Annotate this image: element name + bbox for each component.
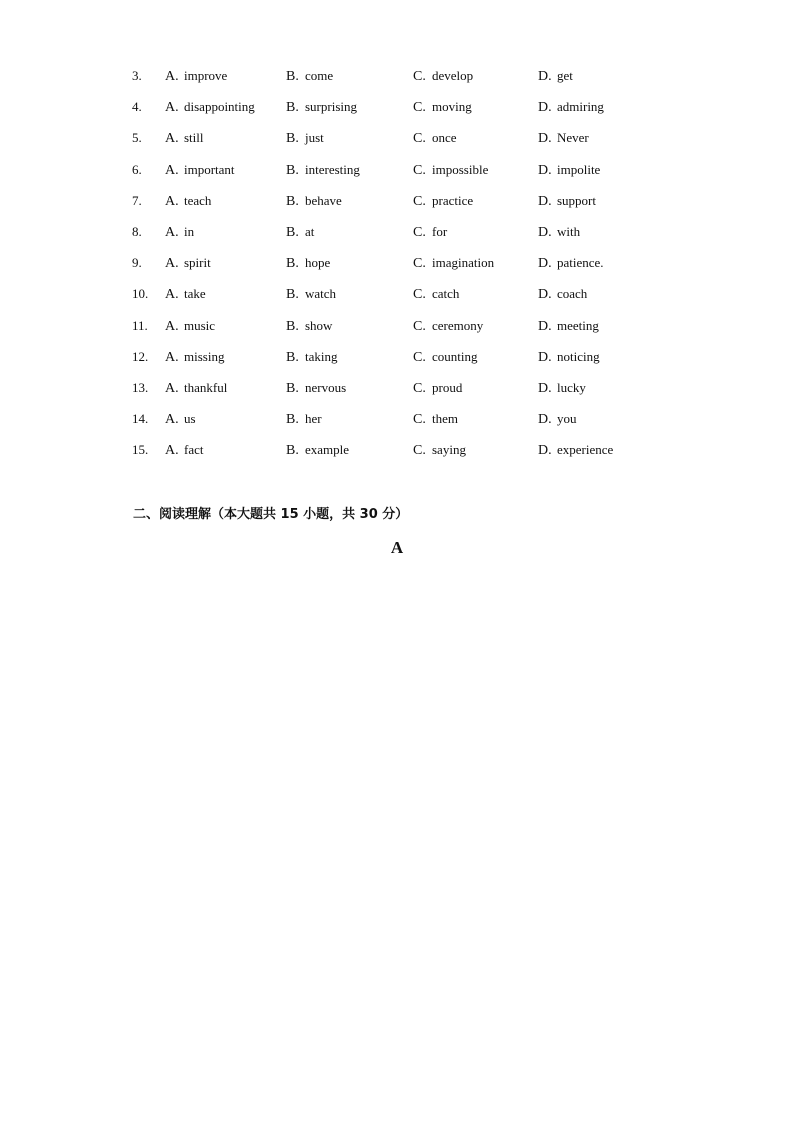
option-c [413, 65, 473, 88]
option-text: moving [432, 99, 472, 115]
question-number: 7. [132, 192, 142, 208]
option-letter: C. [413, 318, 426, 334]
option-text: just [305, 130, 324, 146]
option-letter: B. [286, 69, 299, 84]
option-b [286, 65, 333, 88]
option-text: saying [432, 442, 466, 458]
question-row [0, 96, 794, 118]
option-text: for [432, 224, 448, 239]
section-heading: 二、阅读理解（本大题共 15 小题，共 30 分） [133, 507, 409, 522]
option-letter: A. [165, 287, 179, 303]
option-text: example [305, 442, 350, 458]
option-a [165, 439, 203, 462]
option-d [538, 439, 613, 462]
option-letter: D. [538, 412, 552, 428]
option-text: spirit [184, 255, 211, 271]
option-text: in [184, 224, 195, 239]
option-text: at [305, 224, 315, 239]
option-b [286, 190, 342, 213]
option-letter: D. [538, 100, 552, 116]
option-text: impolite [557, 161, 601, 177]
option-a [165, 65, 227, 88]
option-letter: A. [165, 225, 179, 240]
option-letter: A. [165, 69, 179, 84]
option-a [165, 127, 204, 150]
question-row [0, 346, 794, 368]
option-d [538, 283, 587, 306]
option-c [413, 252, 494, 275]
option-d [538, 127, 589, 150]
option-b [286, 377, 346, 400]
option-text: proud [432, 380, 463, 395]
option-d [538, 252, 604, 275]
option-text: still [184, 130, 204, 146]
option-text: catch [432, 286, 460, 302]
option-text: lucky [557, 380, 586, 395]
option-b [286, 252, 330, 275]
option-c [413, 96, 472, 119]
option-letter: B. [286, 193, 299, 209]
option-text: develop [432, 68, 474, 83]
option-b [286, 159, 360, 182]
question-number: 6. [132, 161, 142, 177]
option-letter: D. [538, 225, 552, 240]
option-c [413, 439, 466, 462]
question-number: 3. [132, 68, 142, 83]
option-letter: B. [286, 443, 299, 459]
option-letter: D. [538, 349, 552, 365]
option-a [165, 252, 211, 275]
option-letter: A. [165, 193, 179, 209]
option-a [165, 315, 215, 338]
option-d [538, 408, 577, 431]
option-letter: B. [286, 318, 299, 334]
question-row [0, 315, 794, 337]
option-letter: A. [165, 349, 179, 365]
question-row [0, 65, 794, 87]
question-row [0, 283, 794, 305]
option-letter: D. [538, 131, 552, 147]
option-text: noticing [557, 348, 600, 364]
option-letter: B. [286, 225, 299, 240]
question-number: 10. [132, 286, 149, 302]
option-text: thankful [184, 380, 228, 395]
option-text: teach [184, 192, 212, 208]
option-letter: D. [538, 381, 552, 396]
option-text: them [432, 411, 458, 427]
option-letter: B. [286, 100, 299, 116]
option-text: imagination [432, 255, 495, 271]
option-b [286, 283, 336, 306]
question-row [0, 377, 794, 399]
option-letter: C. [413, 162, 426, 178]
option-letter: B. [286, 131, 299, 147]
option-text: counting [432, 348, 478, 364]
option-a [165, 96, 255, 119]
option-letter: B. [286, 349, 299, 365]
option-text: music [184, 317, 216, 333]
option-a [165, 221, 194, 244]
option-text: interesting [305, 161, 360, 177]
option-text: once [432, 130, 457, 146]
question-number: 5. [132, 130, 142, 146]
option-d [538, 315, 599, 338]
option-text: patience. [557, 255, 604, 271]
option-letter: A. [165, 318, 179, 334]
option-a [165, 346, 224, 369]
option-d [538, 159, 600, 182]
option-a [165, 190, 211, 213]
question-number: 14. [132, 411, 149, 427]
question-row [0, 159, 794, 181]
option-letter: C. [413, 225, 426, 240]
option-c [413, 190, 473, 213]
option-b [286, 315, 332, 338]
option-text: practice [432, 192, 474, 208]
option-text: her [305, 411, 322, 427]
option-letter: C. [413, 287, 426, 303]
option-letter: B. [286, 412, 299, 428]
option-text: with [557, 224, 581, 239]
question-number: 11. [132, 317, 148, 333]
option-b [286, 439, 349, 462]
option-letter: C. [413, 131, 426, 147]
passage-label: A [390, 538, 404, 557]
question-number: 12. [132, 348, 149, 364]
option-letter: D. [538, 256, 552, 272]
option-c [413, 408, 458, 431]
option-c [413, 346, 478, 369]
option-text: nervous [305, 380, 347, 395]
question-number: 15. [132, 442, 149, 458]
option-text: coach [557, 286, 588, 302]
option-text: important [184, 161, 235, 177]
option-d [538, 65, 573, 88]
option-text: come [305, 68, 334, 83]
option-d [538, 346, 600, 369]
option-letter: C. [413, 412, 426, 428]
option-letter: B. [286, 162, 299, 178]
option-letter: A. [165, 381, 179, 396]
option-letter: D. [538, 443, 552, 459]
option-letter: A. [165, 256, 179, 272]
option-a [165, 159, 235, 182]
option-text: ceremony [432, 317, 484, 333]
option-text: take [184, 286, 206, 302]
option-text: get [557, 68, 573, 83]
option-a [165, 408, 196, 431]
option-letter: C. [413, 256, 426, 272]
option-letter: C. [413, 443, 426, 459]
question-row [0, 252, 794, 274]
option-d [538, 190, 596, 213]
option-text: watch [305, 286, 337, 302]
option-letter: B. [286, 287, 299, 303]
option-text: you [557, 411, 577, 427]
option-c [413, 127, 457, 150]
option-b [286, 127, 324, 150]
option-letter: A. [165, 443, 179, 459]
option-d [538, 377, 586, 400]
option-text: support [557, 192, 596, 208]
option-text: missing [184, 348, 225, 364]
option-b [286, 96, 357, 119]
option-letter: C. [413, 349, 426, 365]
option-d [538, 221, 580, 244]
option-text: meeting [557, 317, 599, 333]
option-letter: C. [413, 100, 426, 116]
option-text: disappointing [184, 99, 255, 115]
option-text: admiring [557, 99, 604, 115]
option-text: Never [557, 130, 589, 146]
question-row [0, 408, 794, 430]
option-text: us [184, 411, 196, 427]
option-letter: D. [538, 162, 552, 178]
option-letter: C. [413, 69, 426, 84]
option-letter: A. [165, 162, 179, 178]
option-text: behave [305, 192, 342, 208]
option-text: surprising [305, 99, 357, 115]
option-c [413, 315, 483, 338]
option-text: show [305, 317, 333, 333]
option-d [538, 96, 604, 119]
option-b [286, 346, 338, 369]
option-letter: B. [286, 256, 299, 272]
option-text: impossible [432, 161, 489, 177]
option-letter: A. [165, 100, 179, 116]
option-letter: D. [538, 193, 552, 209]
option-text: improve [184, 68, 228, 83]
question-row [0, 221, 794, 243]
option-letter: D. [538, 69, 552, 84]
option-c [413, 159, 488, 182]
question-row [0, 127, 794, 149]
question-number: 8. [132, 224, 142, 239]
option-c [413, 377, 462, 400]
option-letter: C. [413, 381, 426, 396]
option-text: hope [305, 255, 331, 271]
option-c [413, 283, 459, 306]
question-number: 9. [132, 255, 142, 271]
option-b [286, 221, 314, 244]
option-letter: C. [413, 193, 426, 209]
option-letter: B. [286, 381, 299, 396]
option-letter: D. [538, 287, 552, 303]
option-text: fact [184, 442, 204, 458]
option-text: taking [305, 348, 338, 364]
option-b [286, 408, 322, 431]
option-letter: A. [165, 412, 179, 428]
question-row [0, 190, 794, 212]
option-a [165, 377, 227, 400]
option-letter: A. [165, 131, 179, 147]
option-letter: D. [538, 318, 552, 334]
question-number: 4. [132, 99, 142, 115]
question-number: 13. [132, 380, 149, 395]
question-row [0, 439, 794, 461]
option-c [413, 221, 447, 244]
option-a [165, 283, 206, 306]
option-text: experience [557, 442, 614, 458]
